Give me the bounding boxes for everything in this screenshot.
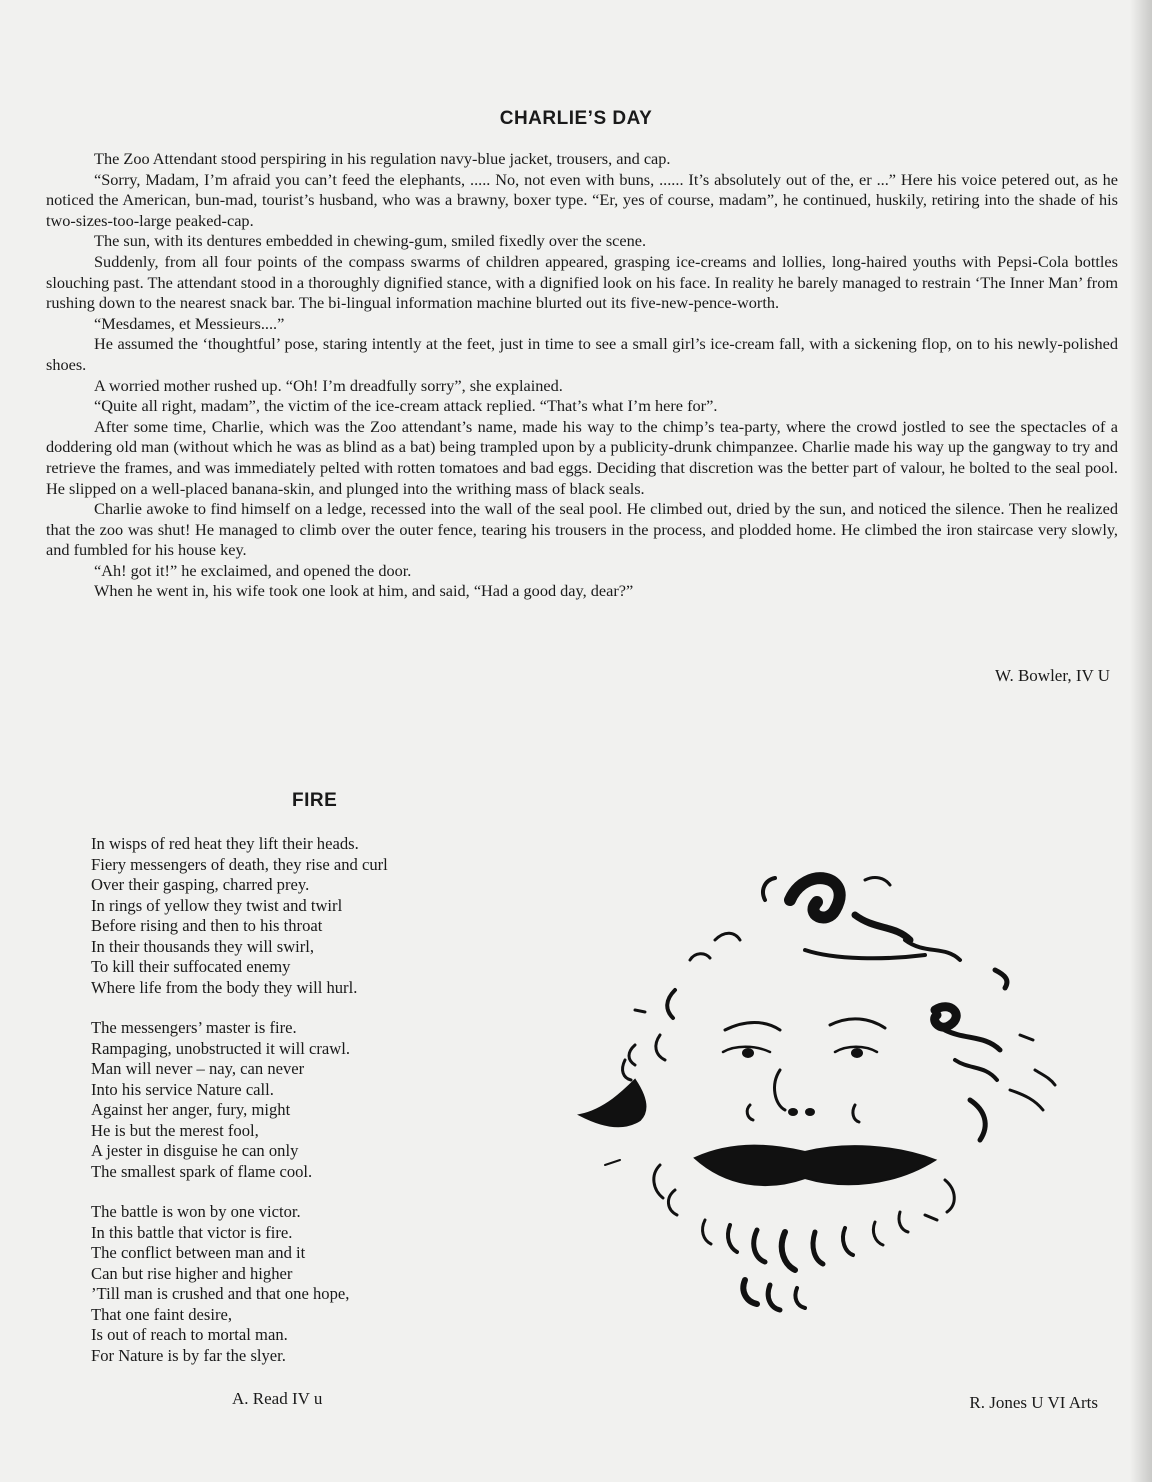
poem-line: In wisps of red heat they lift their heads. xyxy=(91,834,359,853)
poem-line: ’Till man is crushed and that one hope, xyxy=(91,1284,350,1303)
story-paragraph: Charlie awoke to find himself on a ledge, recessed into the wall of the seal pool. He climbed out, dried by the sun, and noticed the silence. Then he realized that the zoo was shut! He managed to climb over the outer fence, tearing his trousers in the process, and plodded home. He climbed the iron staircase very slowly, and fumbled for his house key. xyxy=(46,499,1118,560)
poem-line: Man will never – nay, can never xyxy=(91,1059,305,1078)
poem-line: Rampaging, unobstructed it will crawl. xyxy=(91,1038,350,1058)
story-paragraph: “Mesdames, et Messieurs....” xyxy=(94,313,285,333)
story-paragraph: The Zoo Attendant stood perspiring in his regulation navy-blue jacket, trousers, and cap. xyxy=(94,149,671,168)
poem-line: Is out of reach to mortal man. xyxy=(91,1325,288,1344)
poem-line: That one faint desire, xyxy=(91,1304,232,1324)
poem-line: The conflict between man and it xyxy=(91,1243,306,1262)
story-paragraph: When he went in, his wife took one look at him, and said, “Had a good day, dear?” xyxy=(94,581,634,601)
story-paragraph: “Ah! got it!” he exclaimed, and opened the door. xyxy=(94,560,412,580)
poem-line: Into his service Nature call. xyxy=(91,1079,274,1099)
poem-line: A jester in disguise he can only xyxy=(91,1141,299,1160)
poem-stanza xyxy=(91,834,531,998)
story-paragraph: A worried mother rushed up. “Oh! I’m dreadfully sorry”, she explained. xyxy=(94,375,563,395)
story-paragraph: The sun, with its dentures embedded in chewing-gum, smiled fixedly over the scene. xyxy=(94,231,647,251)
poem-line: For Nature is by far the slyer. xyxy=(91,1345,286,1365)
poem-line: The battle is won by one victor. xyxy=(91,1202,301,1221)
poem-title: FIRE xyxy=(292,790,338,811)
poem-author: A. Read IV u xyxy=(232,1389,323,1408)
story-body xyxy=(46,149,1118,602)
story-paragraph: After some time, Charlie, which was the Zoo attendant’s name, made his way to the chimp’s tea-party, where the crowd jostled to see the spectacles of a doddering old man (without which he was as blind as a bat) being trampled upon by a publicity-drunk chimpanzee. Charlie made his way up the gangway to try and retrieve the frames, and was immediately pelted with rotten tomatoes and bad eggs. Deciding that discretion was the better part of valour, he bolted to the seal pool. He slipped on a well-placed banana-skin, and plunged into the writhing mass of black seals. xyxy=(46,416,1118,498)
poem-line: The smallest spark of flame cool. xyxy=(91,1161,313,1181)
poem-line: To kill their suffocated enemy xyxy=(91,957,291,976)
poem-line: The messengers’ master is fire. xyxy=(91,1018,297,1037)
story-paragraph: “Sorry, Madam, I’m afraid you can’t feed the elephants, ..... No, not even with buns, ...... It’s absolutely out of the, er ...” Here his voice petered out, as he noticed the American, bun-mad, tourist’s husband, who was a brawny, boxer type. “Er, yes of course, madam”, he continued, huskily, retiring into the shade of his two-sizes-too-large peaked-cap. xyxy=(46,169,1118,230)
face-drawing xyxy=(565,860,1065,1330)
poem-line: Over their gasping, charred prey. xyxy=(91,875,310,894)
story-paragraph: “Quite all right, madam”, the victim of the ice-cream attack replied. “That’s what I’m here for”. xyxy=(94,396,718,416)
poem-line: Where life from the body they will hurl. xyxy=(91,977,358,997)
poem-line: In this battle that victor is fire. xyxy=(91,1222,293,1242)
poem-line: In their thousands they will swirl, xyxy=(91,936,315,956)
poem-line: Fiery messengers of death, they rise and curl xyxy=(91,854,388,874)
poem-body xyxy=(91,834,531,1386)
poem-line: Against her anger, fury, might xyxy=(91,1100,291,1119)
story-paragraph: Suddenly, from all four points of the compass swarms of children appeared, grasping ice-creams and lollies, long-haired youths with Pepsi-Cola bottles slouching past. The attendant stood in a thoroughly dignified stance, with a dignified look on his face. In reality he barely managed to restrain ‘The Inner Man’ from rushing down to the nearest snack bar. The bi-lingual information machine blurted out its five-new-pence-worth. xyxy=(46,251,1118,313)
story-author: W. Bowler, IV U xyxy=(994,666,1110,685)
poem-stanza xyxy=(91,1018,531,1182)
poem-line: Can but rise higher and higher xyxy=(91,1263,293,1283)
poem-line: He is but the merest fool, xyxy=(91,1120,259,1140)
poem-stanza xyxy=(91,1202,531,1366)
page-edge-shadow xyxy=(1130,0,1152,1482)
story-title: CHARLIE’S DAY xyxy=(499,108,653,129)
illustration-credit: R. Jones U VI Arts xyxy=(969,1393,1098,1412)
story-paragraph: He assumed the ‘thoughtful’ pose, staring intently at the feet, just in time to see a small girl’s ice-cream fall, with a sickening flop, on to his newly-polished shoes. xyxy=(46,334,1118,374)
poem-line: Before rising and then to his throat xyxy=(91,916,323,935)
poem-line: In rings of yellow they twist and twirl xyxy=(91,895,343,915)
